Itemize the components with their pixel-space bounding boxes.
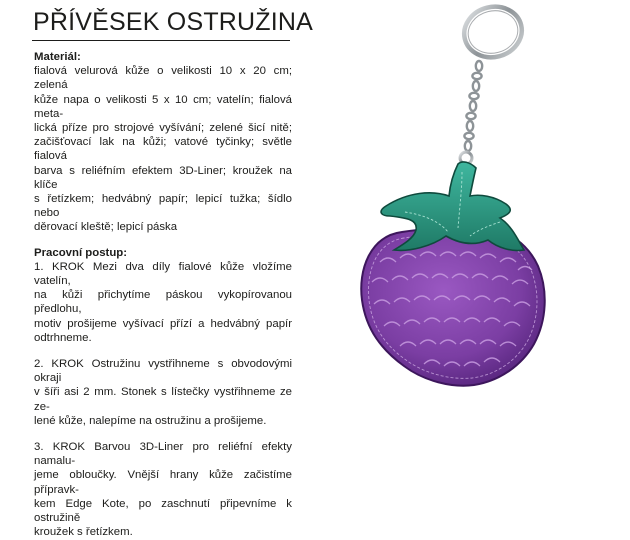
procedure-heading: Pracovní postup: [34,246,128,259]
material-line: lická příze pro strojové vyšívání; zelené šicí nitě; [34,122,292,135]
step-line: odtrhneme. [34,331,92,344]
step-line: motiv prošijeme vyšívací přízí a hedvábný papír [34,317,292,330]
procedure-step-3 [34,440,292,539]
step-line: kroužek s řetízkem. [34,526,133,539]
page-title: PŘÍVĚSEK OSTRUŽINA [33,8,314,36]
step-line: na kůži přichytíme páskou vykopírovanou předlohu, [34,289,292,316]
step-line: lené kůže, nalepíme na ostružinu a prošijeme. [34,414,267,427]
material-line: barva s reliéfním efektem 3D-Liner; kroužek na klíče [34,164,292,191]
step-line: jeme obloučky. Vnější hrany kůže začistíme přípravk- [34,469,292,496]
material-heading: Materiál: [34,51,81,63]
material-line: fialová velurová kůže o velikosti 10 x 20 cm; zelená [34,65,292,92]
chain-icon [464,61,482,151]
material-line: s řetízkem; hedvábný papír; lepicí tužka; šídlo nebo [34,193,292,220]
step-line: 1. KROK Mezi dva díly fialové kůže vložíme vatelín, [34,260,292,288]
step-line: kem Edge Kote, po zaschnutí připevníme k ostružině [34,497,292,525]
step-line: v šíři asi 2 mm. Stonek s lístečky vystřihneme ze ze- [34,386,292,413]
material-line: děrovací kleště; lepicí páska [34,221,178,234]
step-line: 3. KROK Barvou 3D-Liner pro reliéfní efekty namalu- [34,441,292,468]
material-line: kůže napa o velikosti 5 x 10 cm; vatelín; fialová meta- [34,93,292,120]
step-line: 2. KROK Ostružinu vystřihneme s obvodovými okraji [34,358,292,385]
material-line: začišťovací lak na kůži; vatové tyčinky; světle fialová [34,136,292,163]
key-ring-icon [459,1,527,64]
